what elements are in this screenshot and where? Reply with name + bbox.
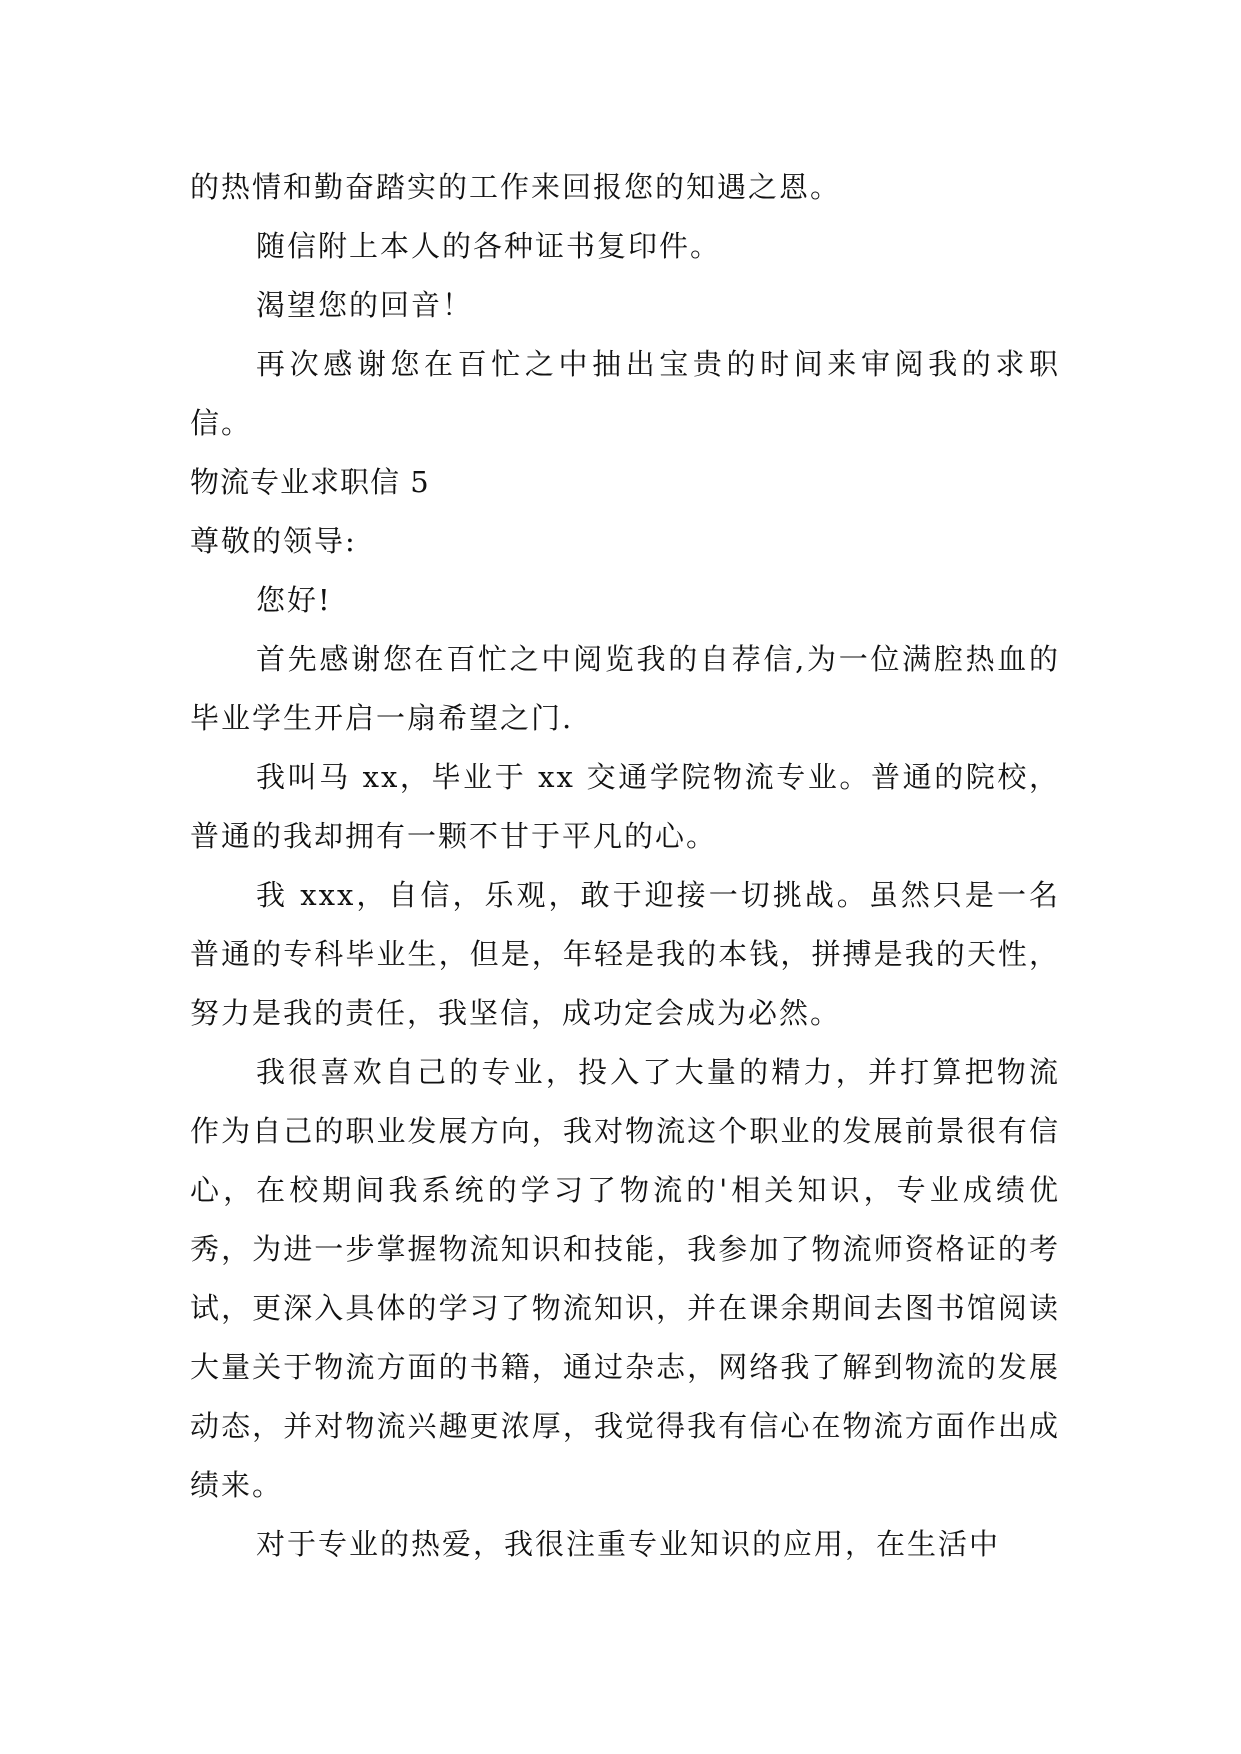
paragraph-personality: 我 xxx，自信，乐观，敢于迎接一切挑战。虽然只是一名普通的专科毕业生，但是，年轻是我的本钱，拼搏是我的天性，努力是我的责任，我坚信，成功定会成为必然。	[190, 878, 1060, 1030]
letter-greeting: 您好!	[256, 583, 332, 617]
letter-title: 物流专业求职信 5	[190, 465, 430, 499]
paragraph-application: 对于专业的热爱，我很注重专业知识的应用，在生活中	[256, 1527, 1001, 1561]
paragraph-major: 我很喜欢自己的专业，投入了大量的精力，并打算把物流作为自己的职业发展方向，我对物流这个职业的发展前景很有信心，在校期间我系统的学习了物流的'相关知识，专业成绩优秀，为进一步掌握物流知识和技能，我参加了物流师资格证的考试，更深入具体的学习了物流知识，并在课余期间去图书馆阅读大量关于物流方面的书籍，通过杂志，网络我了解到物流的发展动态，并对物流兴趣更浓厚，我觉得我有信心在物流方面作出成绩来。	[190, 1055, 1060, 1502]
paragraph-thanks: 再次感谢您在百忙之中抽出宝贵的时间来审阅我的求职信。	[190, 347, 1060, 440]
paragraph-self-introduction: 我叫马 xx，毕业于 xx 交通学院物流专业。普通的院校，普通的我却拥有一颗不甘于平凡的心。	[190, 760, 1060, 853]
letter-salutation: 尊敬的领导:	[190, 524, 357, 558]
paragraph-intro: 首先感谢您在百忙之中阅览我的自荐信,为一位满腔热血的毕业学生开启一扇希望之门.	[190, 642, 1060, 735]
document-body	[190, 158, 1060, 1574]
paragraph-continuation: 的热情和勤奋踏实的工作来回报您的知遇之恩。	[190, 170, 842, 204]
paragraph-attachment-note: 随信附上本人的各种证书复印件。	[256, 229, 722, 263]
paragraph-await-reply: 渴望您的回音！	[256, 288, 474, 322]
